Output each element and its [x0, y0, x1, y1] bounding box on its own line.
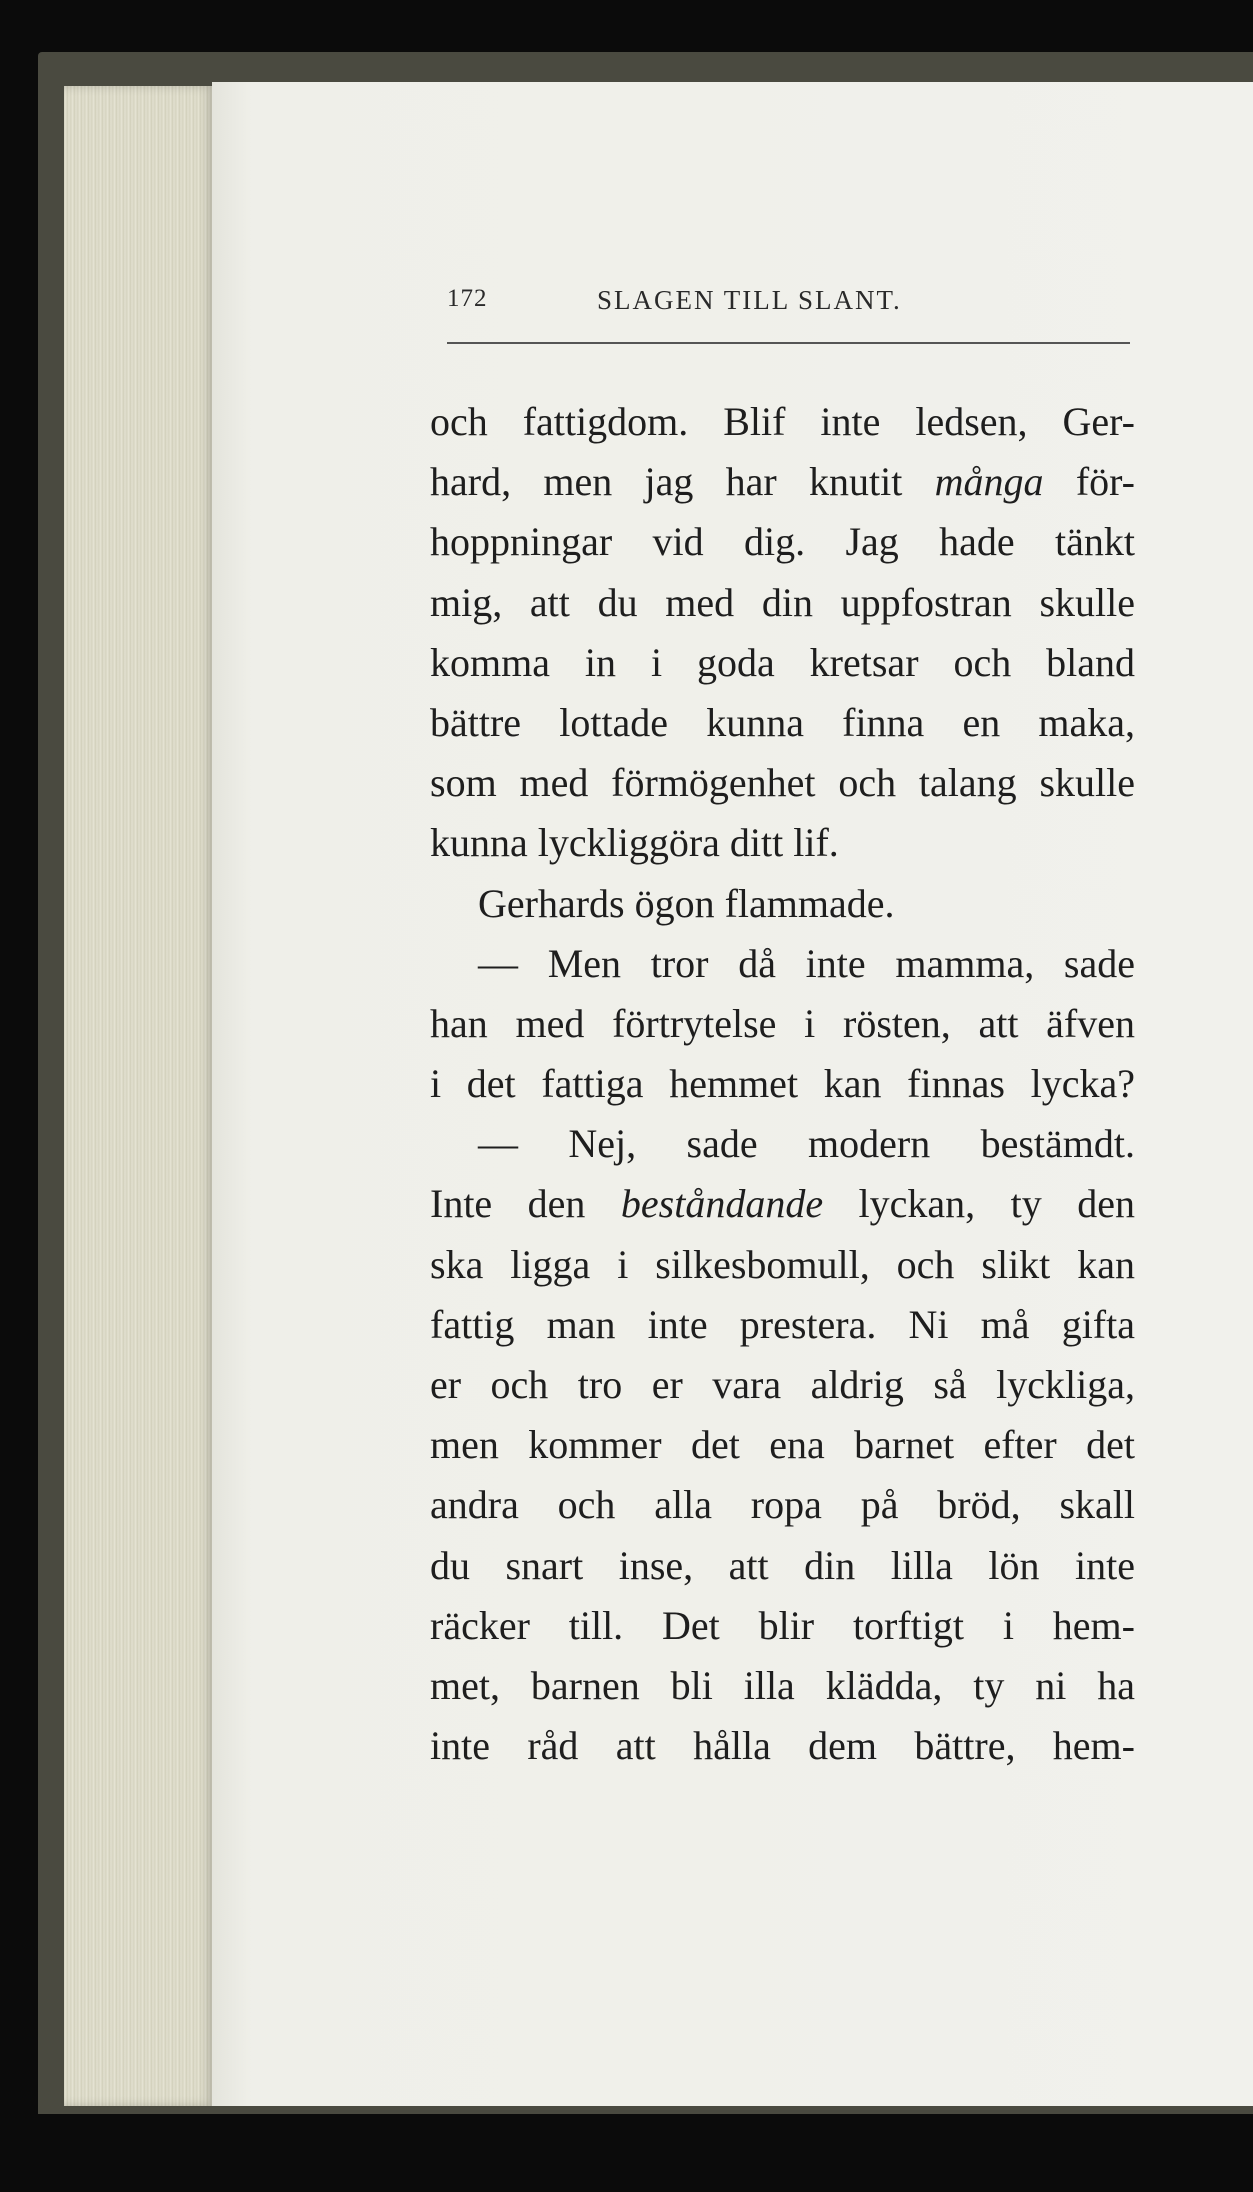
text-line: er och tro er vara aldrig så lyckliga, — [430, 1362, 1135, 1407]
text-line: han med förtrytelse i rösten, att äfven — [430, 1000, 1135, 1046]
body-text — [430, 392, 1135, 1776]
text-line: men kommer det ena barnet efter det — [430, 1422, 1135, 1468]
text-line: och fattigdom. Blif inte ledsen, Ger- — [430, 399, 1135, 444]
text-line: andra och alla ropa på bröd, skall — [430, 1482, 1135, 1528]
text-line: som med förmögenhet och talang skulle — [430, 760, 1135, 806]
header-rule — [447, 342, 1130, 344]
page-number: 172 — [447, 285, 488, 312]
text-line: hoppningar vid dig. Jag hade tänkt — [430, 519, 1135, 565]
text-line: bättre lottade kunna finna en maka, — [430, 699, 1135, 745]
text-line: inte råd att hålla dem bättre, hem- — [430, 1723, 1135, 1769]
text-line: hard, men jag har knutit många för- — [430, 459, 1135, 505]
page-edges — [64, 86, 214, 2106]
text-line: — Men tror då inte mamma, sade — [478, 940, 1135, 986]
page-header — [447, 285, 1130, 325]
text-line: met, barnen bli illa klädda, ty ni ha — [430, 1662, 1135, 1708]
text-line: mig, att du med din uppfostran skulle — [430, 579, 1135, 625]
text-line: kunna lyckliggöra ditt lif. — [430, 820, 839, 866]
text-line: — Nej, sade modern bestämdt. — [478, 1121, 1135, 1167]
running-title: SLAGEN TILL SLANT. — [597, 285, 902, 315]
text-line: fattig man inte prestera. Ni må gifta — [430, 1301, 1135, 1347]
text-line: räcker till. Det blir torftigt i hem- — [430, 1602, 1135, 1648]
emphasis: många — [934, 459, 1044, 505]
text-line: du snart inse, att din lilla lön inte — [430, 1542, 1135, 1588]
text-line: Inte den beståndande lyckan, ty den — [430, 1181, 1135, 1227]
text-line: komma in i goda kretsar och bland — [430, 639, 1135, 685]
text-line: Gerhards ögon flammade. — [478, 880, 895, 926]
text-line: i det fattiga hemmet kan finnas lycka? — [430, 1061, 1135, 1107]
text-line: ska ligga i silkesbomull, och slikt kan — [430, 1241, 1135, 1287]
emphasis: beståndande — [620, 1181, 824, 1227]
